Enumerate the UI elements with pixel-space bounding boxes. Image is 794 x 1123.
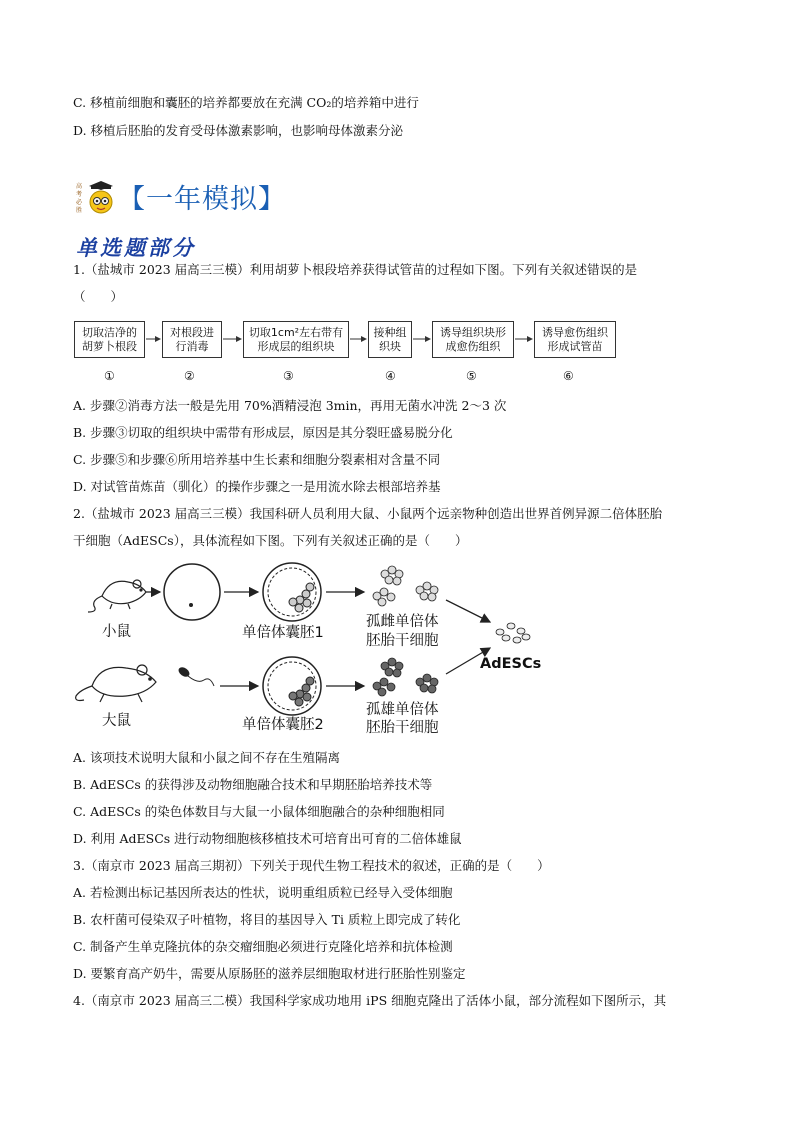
label-female-line1: 孤雌单倍体 [366, 614, 439, 630]
logo-char-4: 胜 [76, 207, 83, 214]
logo-char-2: 考 [76, 191, 83, 198]
mouse-icon [88, 580, 146, 612]
male-stem-cells-icon [373, 658, 438, 696]
q3-option-d: D. 要繁育高产奶牛，需要从原肠胚的滋养层细胞取材进行胚胎性别鉴定 [73, 966, 466, 981]
q4-stem: 4.（南京市 2023 届高三二模）我国科学家成功地用 iPS 细胞克隆出了活体小鼠，部分流程如下图所示，其 [73, 993, 667, 1008]
q1-option-c: C. 步骤⑤和步骤⑥所用培养基中生长素和细胞分裂素相对含量不同 [73, 452, 441, 467]
flow-step-number-2: ② [184, 369, 195, 383]
label-rat: 大鼠 [102, 713, 131, 729]
q3-option-c: C. 制备产生单克隆抗体的杂交瘤细胞必须进行克隆化培养和抗体检测 [73, 939, 453, 954]
q2-option-a: A. 该项技术说明大鼠和小鼠之间不存在生殖隔离 [73, 750, 340, 765]
label-adescs: AdESCs [480, 656, 542, 672]
flow-step-number-5: ⑤ [466, 369, 477, 383]
q3-option-a: A. 若检测出标记基因所表达的性状，说明重组质粒已经导入受体细胞 [73, 885, 453, 900]
egg-cell-icon [164, 564, 220, 620]
label-blastocyst-2: 单倍体囊胚2 [242, 717, 324, 733]
label-male-line2: 胚胎干细胞 [366, 720, 439, 736]
flow-step-3: 切取1cm²左右带有形成层的组织块 [243, 321, 349, 358]
section-title: 【一年模拟】 [118, 184, 286, 215]
rat-icon [76, 665, 156, 702]
blastocyst-1-icon [263, 563, 321, 621]
logo-char-3: 必 [76, 199, 83, 206]
flow-step-5: 诱导组织块形成愈伤组织 [432, 321, 514, 358]
flow-step-number-3: ③ [283, 369, 294, 383]
flow-step-1: 切取洁净的胡萝卜根段 [74, 321, 145, 358]
q3-stem: 3.（南京市 2023 届高三期初）下列关于现代生物工程技术的叙述，正确的是（ ） [73, 858, 550, 873]
label-mouse: 小鼠 [102, 624, 131, 640]
q3-option-b: B. 农杆菌可侵染双子叶植物，将目的基因导入 Ti 质粒上即完成了转化 [73, 912, 461, 927]
q1-option-a: A. 步骤②消毒方法一般是先用 70%酒精浸泡 3min，再用无菌水冲洗 2～3 次 [73, 398, 507, 413]
q2-stem-line2: 干细胞（AdESCs），具体流程如下图。下列有关叙述正确的是（ ） [73, 533, 468, 548]
flow-step-6: 诱导愈伤组织形成试管苗 [534, 321, 616, 358]
label-female-line2: 胚胎干细胞 [366, 633, 439, 649]
female-stem-cells-icon [373, 566, 438, 606]
section-subtitle: 单选题部分 [76, 235, 196, 260]
sperm-icon [177, 665, 214, 686]
label-blastocyst-1: 单倍体囊胚1 [242, 625, 324, 641]
q1-option-b: B. 步骤③切取的组织块中需带有形成层，原因是其分裂旺盛易脱分化 [73, 425, 453, 440]
figure-arrow [446, 600, 490, 622]
q1-option-d: D. 对试管苗炼苗（驯化）的操作步骤之一是用流水除去根部培养基 [73, 479, 441, 494]
flow-step-number-1: ① [104, 369, 115, 383]
label-male-line1: 孤雄单倍体 [366, 702, 439, 718]
q1-stem-line2: （ ） [73, 289, 124, 304]
flow-arrows [0, 0, 794, 400]
option-d: D. 移植后胚胎的发育受母体激素影响，也影响母体激素分泌 [73, 123, 404, 138]
option-c: C. 移植前细胞和囊胚的培养都要放在充满 CO₂的培养箱中进行 [73, 95, 419, 110]
flow-step-4: 接种组织块 [368, 321, 412, 358]
blastocyst-2-icon [263, 657, 321, 715]
q2-option-d: D. 利用 AdESCs 进行动物细胞核移植技术可培育出可育的二倍体雄鼠 [73, 831, 462, 846]
flow-step-number-4: ④ [385, 369, 396, 383]
logo-char-1: 高 [76, 183, 83, 190]
q1-stem-line1: 1.（盐城市 2023 届高三三模）利用胡萝卜根段培养获得试管苗的过程如下图。下列有关叙述错误的是 [73, 262, 638, 277]
adescs-cells-icon [496, 623, 530, 643]
q2-option-b: B. AdESCs 的获得涉及动物细胞融合技术和早期胚胎培养技术等 [73, 777, 433, 792]
flow-step-2: 对根段进行消毒 [162, 321, 222, 358]
q2-option-c: C. AdESCs 的染色体数目与大鼠一小鼠体细胞融合的杂种细胞相同 [73, 804, 445, 819]
q2-stem-line1: 2.（盐城市 2023 届高三三模）我国科研人员利用大鼠、小鼠两个远亲物种创造出世界首例异源二倍体胚胎 [73, 506, 663, 521]
flow-step-number-6: ⑥ [563, 369, 574, 383]
